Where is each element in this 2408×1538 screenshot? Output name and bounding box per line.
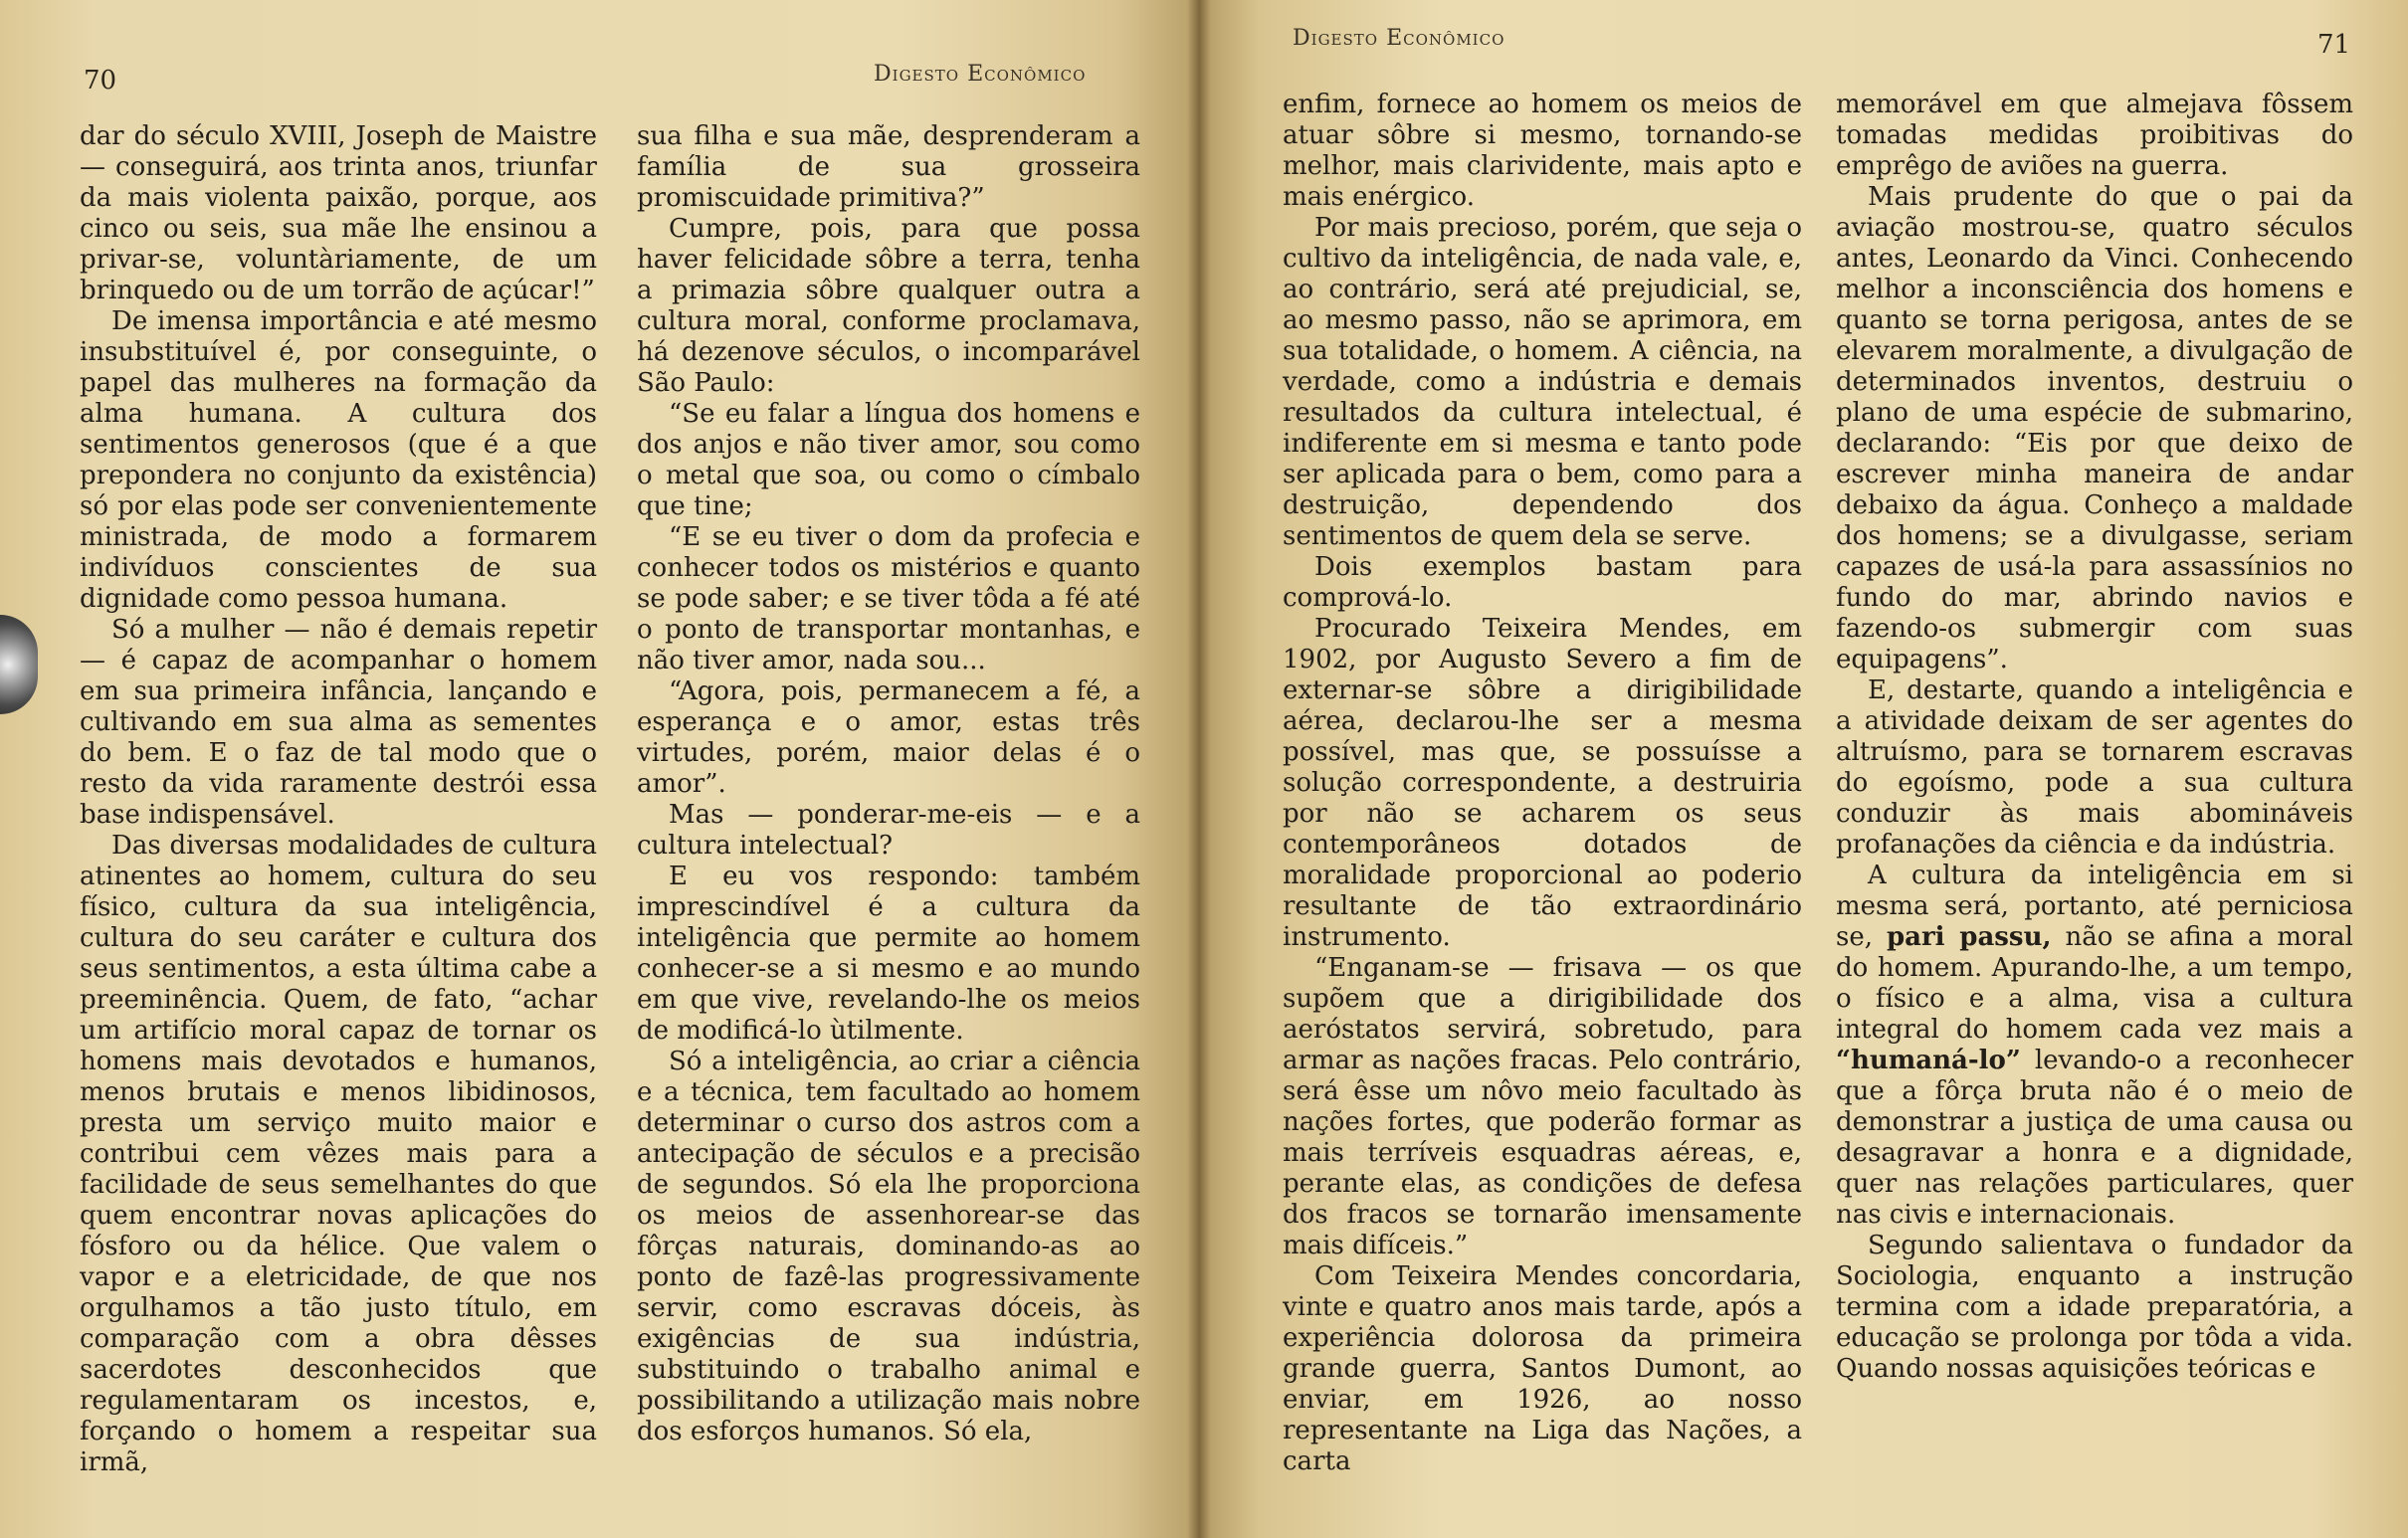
paragraph: Segundo salientava o fundador da Sociologia, enquanto a instrução termina com a idade preparatória, a educação se prolonga por tôda a vida. Quando nossas aquisições teóricas e <box>1836 1231 2353 1384</box>
paragraph: Só a mulher — não é demais repetir — é capaz de acompanhar o homem em sua primeira infância, lançando e cultivando em sua alma as sementes do bem. E o faz de tal modo que o resto da vida raramente destrói essa base indispensável. <box>80 615 597 830</box>
paragraph: memorável em que almejava fôssem tomadas medidas proibitivas do emprêgo de aviões na guerra. <box>1836 90 2353 181</box>
bold-term: “humaná-lo” <box>1836 1046 2021 1075</box>
right-column-2 <box>1836 90 2353 1385</box>
paragraph: E, destarte, quando a inteligência e a atividade deixam de ser agentes do altruísmo, para se tornarem escravas do egoísmo, pode a sua cultura conduzir às mais abomináveis profanações da ciência e da indústria. <box>1836 675 2353 860</box>
paragraph <box>1836 861 2353 1231</box>
paragraph: sua filha e sua mãe, desprenderam a família de sua grosseira promiscuidade primitiva?” <box>637 121 1140 213</box>
paragraph: Com Teixeira Mendes concordaria, vinte e quatro anos mais tarde, após a experiência dolorosa da primeira grande guerra, Santos Dumont, ao enviar, em 1926, ao nosso representante na Liga das Nações, a carta <box>1283 1261 1802 1476</box>
binder-clip <box>0 615 38 714</box>
quote-paragraph: “E se eu tiver o dom da profecia e conhecer todos os mistérios e quanto se pode saber; e se tiver tôda a fé até o ponto de transportar montanhas, e não tiver amor, nada sou... <box>637 522 1140 675</box>
page-number-right: 71 <box>2317 30 2351 60</box>
right-column-1 <box>1283 90 1802 1477</box>
paragraph: E eu vos respondo: também imprescindível é a cultura da inteligência que permite ao homem conhecer-se a si mesmo e ao mundo em que vive, revelando-lhe os meios de modificá-lo ùtilmente. <box>637 862 1140 1046</box>
paragraph: Das diversas modalidades de cultura atinentes ao homem, cultura do seu físico, cultura da sua inteligência, cultura do seu caráter e cultura dos seus sentimentos, a esta última cabe a preeminência. Quem, de fato, “achar um artifício moral capaz de tornar os homens mais devotados e humanos, menos brutais e menos libidinosos, presta um serviço muito maior e contribui cem vêzes mais para a facilidade de seus semelhantes do que quem encontrar novas aplicações do fósforo ou da hélice. Que valem o vapor e a eletricidade, de que nos orgulhamos a tão justo título, em comparação com a obra dêsses sacerdotes desconhecidos que regulamentaram os incestos, e, forçando o homem a respeitar sua irmã, <box>80 831 597 1477</box>
paragraph: Só a inteligência, ao criar a ciência e a técnica, tem facultado ao homem determinar o curso dos astros com a antecipação de séculos e a precisão de segundos. Só ela lhe proporciona os meios de assenhorear-se das fôrças naturais, dominando-as ao ponto de fazê-las progressivamente servir, como escravas dóceis, às exigências de sua indústria, substituindo o trabalho animal e possibilitando a utilização mais nobre dos esforços humanos. Só ela, <box>637 1047 1140 1446</box>
text-run: levando-o a reconhecer que a fôrça bruta não é o meio de demonstrar a justiça de uma causa ou desagravar a honra e a dignidade, quer nas relações particulares, quer nas civis e internacionais. <box>1836 1046 2353 1230</box>
paragraph: dar do século XVIII, Joseph de Maistre — conseguirá, aos trinta anos, triunfar da mais violenta paixão, porque, aos cinco ou seis, sua mãe lhe ensinou a privar-se, voluntàriamente, de um brinquedo ou de um torrão de açúcar!” <box>80 121 597 305</box>
paragraph: Mais prudente do que o pai da aviação mostrou-se, quatro séculos antes, Leonardo da Vinci. Conhecendo melhor a inconsciência dos homens e quanto se torna perigosa, antes de se elevarem moralmente, a divulgação de determinados inventos, destruiu o plano de uma espécie de submarino, declarando: “Eis por que deixo de escrever minha maneira de andar debaixo da água. Conheço a maldade dos homens; se a divulgasse, seriam capazes de usá-la para assassínios no fundo do mar, abrindo navios e fazendo-os submergir com suas equipagens”. <box>1836 182 2353 674</box>
left-column-1 <box>80 121 597 1478</box>
page-number-left: 70 <box>84 66 117 96</box>
paragraph: Por mais precioso, porém, que seja o cultivo da inteligência, de nada vale, e, ao contrário, será até prejudicial, se, ao mesmo passo, não se aprimora, em sua totalidade, o homem. A ciência, na verdade, como a indústria e demais resultados da cultura intelectual, é indiferente em si mesma e tanto pode ser aplicada para o bem, como para a destruição, dependendo dos sentimentos de quem dela se serve. <box>1283 213 1802 551</box>
book-gutter <box>1187 0 1211 1538</box>
left-page <box>0 0 1199 1538</box>
quote-paragraph: “Enganam-se — frisava — os que supõem que a dirigibilidade dos aeróstatos servirá, sobretudo, para armar as nações fracas. Pelo contrário, será êsse um nôvo meio facultado às nações fortes, que poderão formar as mais terríveis esquadras aéreas, e, perante elas, as condições de defesa dos fracos se tornarão imensamente mais difíceis.” <box>1283 953 1802 1260</box>
right-page <box>1199 0 2408 1538</box>
paragraph: Dois exemplos bastam para comprová-lo. <box>1283 552 1802 613</box>
left-column-2 <box>637 121 1140 1447</box>
paragraph: Cumpre, pois, para que possa haver felicidade sôbre a terra, tenha a primazia sôbre qualquer outra a cultura moral, conforme proclamava, há dezenove séculos, o incomparável São Paulo: <box>637 214 1140 398</box>
text-run: A cultura da inteligência em si mesma será, portanto, até perniciosa se, <box>1836 861 2353 952</box>
paragraph: Mas — ponderar-me-eis — e a cultura intelectual? <box>637 800 1140 861</box>
quote-paragraph: “Agora, pois, permanecem a fé, a esperança e o amor, estas três virtudes, porém, maior delas é o amor”. <box>637 676 1140 799</box>
paragraph: De imensa importância e até mesmo insubstituível é, por conseguinte, o papel das mulheres na formação da alma humana. A cultura dos sentimentos generosos (que é a que prepondera no conjunto da existência) só por elas pode ser convenientemente ministrada, de modo a formarem indivíduos conscientes de sua dignidade como pessoa humana. <box>80 306 597 614</box>
running-head-left: Digesto Econômico <box>874 62 1087 87</box>
running-head-right: Digesto Econômico <box>1293 26 1505 51</box>
paragraph: Procurado Teixeira Mendes, em 1902, por Augusto Severo a fim de externar-se sôbre a dirigibilidade aérea, declarou-lhe ser a mesma possível, mas que, se possuísse a solução correspondente, a destruiria por não se acharem os seus contemporâneos dotados de moralidade proporcional ao poderio resultante de tão extraordinário instrumento. <box>1283 614 1802 952</box>
text-run: não se afina a moral do homem. Apurando-lhe, a um tempo, o físico e a alma, visa a cultura integral do homem cada vez mais a <box>1836 922 2353 1045</box>
quote-paragraph: “Se eu falar a língua dos homens e dos anjos e não tiver amor, sou como o metal que soa, ou como o címbalo que tine; <box>637 399 1140 521</box>
paragraph: enfim, fornece ao homem os meios de atuar sôbre si mesmo, tornando-se melhor, mais clarividente, mais apto e mais enérgico. <box>1283 90 1802 212</box>
bold-term: pari passu, <box>1886 922 2052 952</box>
